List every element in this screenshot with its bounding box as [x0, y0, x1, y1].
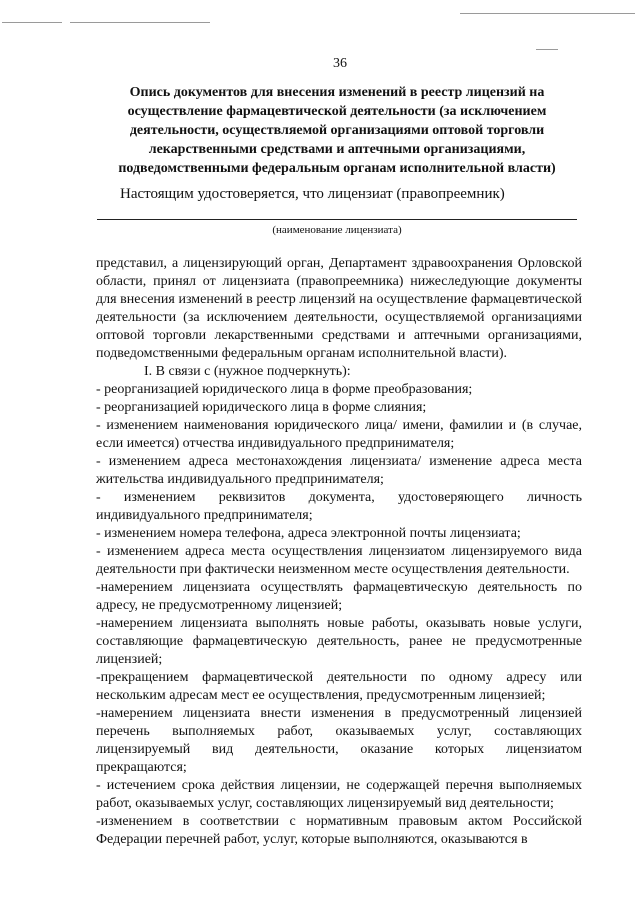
- list-item: - изменением номера телефона, адреса электронной почты лицензиата;: [96, 526, 521, 541]
- scan-mark-right: [536, 49, 558, 50]
- section-heading: I. В связи с (нужное подчеркнуть):: [144, 364, 351, 379]
- page-number: 36: [333, 56, 347, 71]
- list-item: - реорганизацией юридического лица в форме преобразования;: [96, 382, 473, 397]
- list-item: - реорганизацией юридического лица в форме слияния;: [96, 400, 427, 415]
- scan-mark-top-left: [2, 22, 62, 23]
- list-item: - изменением адреса местонахождения лицензиата/ изменение адреса места жительства индивидуального предпринимателя;: [96, 454, 582, 487]
- list-item: - изменением реквизитов документа, удостоверяющего личность индивидуального предпринимателя;: [96, 490, 582, 523]
- licensee-name-line: [97, 219, 577, 220]
- certification-text: Настоящим удостоверяется, что лицензиат (правопреемник): [120, 186, 505, 202]
- list-item: -намерением лицензиата осуществлять фармацевтическую деятельность по адресу, не предусмотренному лицензией;: [96, 580, 582, 613]
- list-item: -намерением лицензиата выполнять новые работы, оказывать новые услуги, составляющие фармацевтическую деятельность, ранее не предусмотренные лицензией;: [96, 616, 582, 667]
- scan-mark-top-right: [460, 13, 635, 14]
- list-item: -намерением лицензиата внести изменения в предусмотренный лицензией перечень выполняемых работ, оказываемых услуг, составляющих лицензируемый вид деятельности, оказание которых лицензиатом прекращаются;: [96, 706, 582, 775]
- list-item: - истечением срока действия лицензии, не содержащей перечня выполняемых работ, оказываемых услуг, составляющих лицензируемый вид деятельности;: [96, 778, 582, 811]
- list-item: -прекращением фармацевтической деятельности по одному адресу или нескольким адресам мест ее осуществления, предусмотренным лицензией;: [96, 670, 582, 703]
- list-item: - изменением адреса места осуществления лицензиатом лицензируемого вида деятельности при фактически неизменном месте осуществления деятельности.: [96, 544, 582, 577]
- licensee-name-caption: (наименование лицензиата): [272, 224, 402, 236]
- intro-paragraph: представил, а лицензирующий орган, Департамент здравоохранения Орловской области, принял от лицензиата (правопреемника) нижеследующие документы для внесения изменений в реестр лицензий на осуществление фармацевтической деятельности (за исключением деятельности, осуществляемой организациями оптовой торговли лекарственными средствами и аптечными организациями, подведомственными федеральным органам исполнительной власти).: [96, 256, 582, 361]
- scan-mark-top: [70, 22, 210, 23]
- document-title: Опись документов для внесения изменений в реестр лицензий на осуществление фармацевтической деятельности (за исключением деятельности, осуществляемой организациями оптовой торговли лекарственными средствами и аптечными организациями, подведомственными федеральным органам исполнительной власти): [118, 85, 556, 176]
- list-item: -изменением в соответствии с нормативным правовым актом Российской Федерации перечней работ, услуг, которые выполняются, оказываются в: [96, 814, 582, 847]
- document-body: [96, 255, 582, 849]
- list-item: - изменением наименования юридического лица/ имени, фамилии и (в случае, если имеется) отчества индивидуального предпринимателя;: [96, 418, 582, 451]
